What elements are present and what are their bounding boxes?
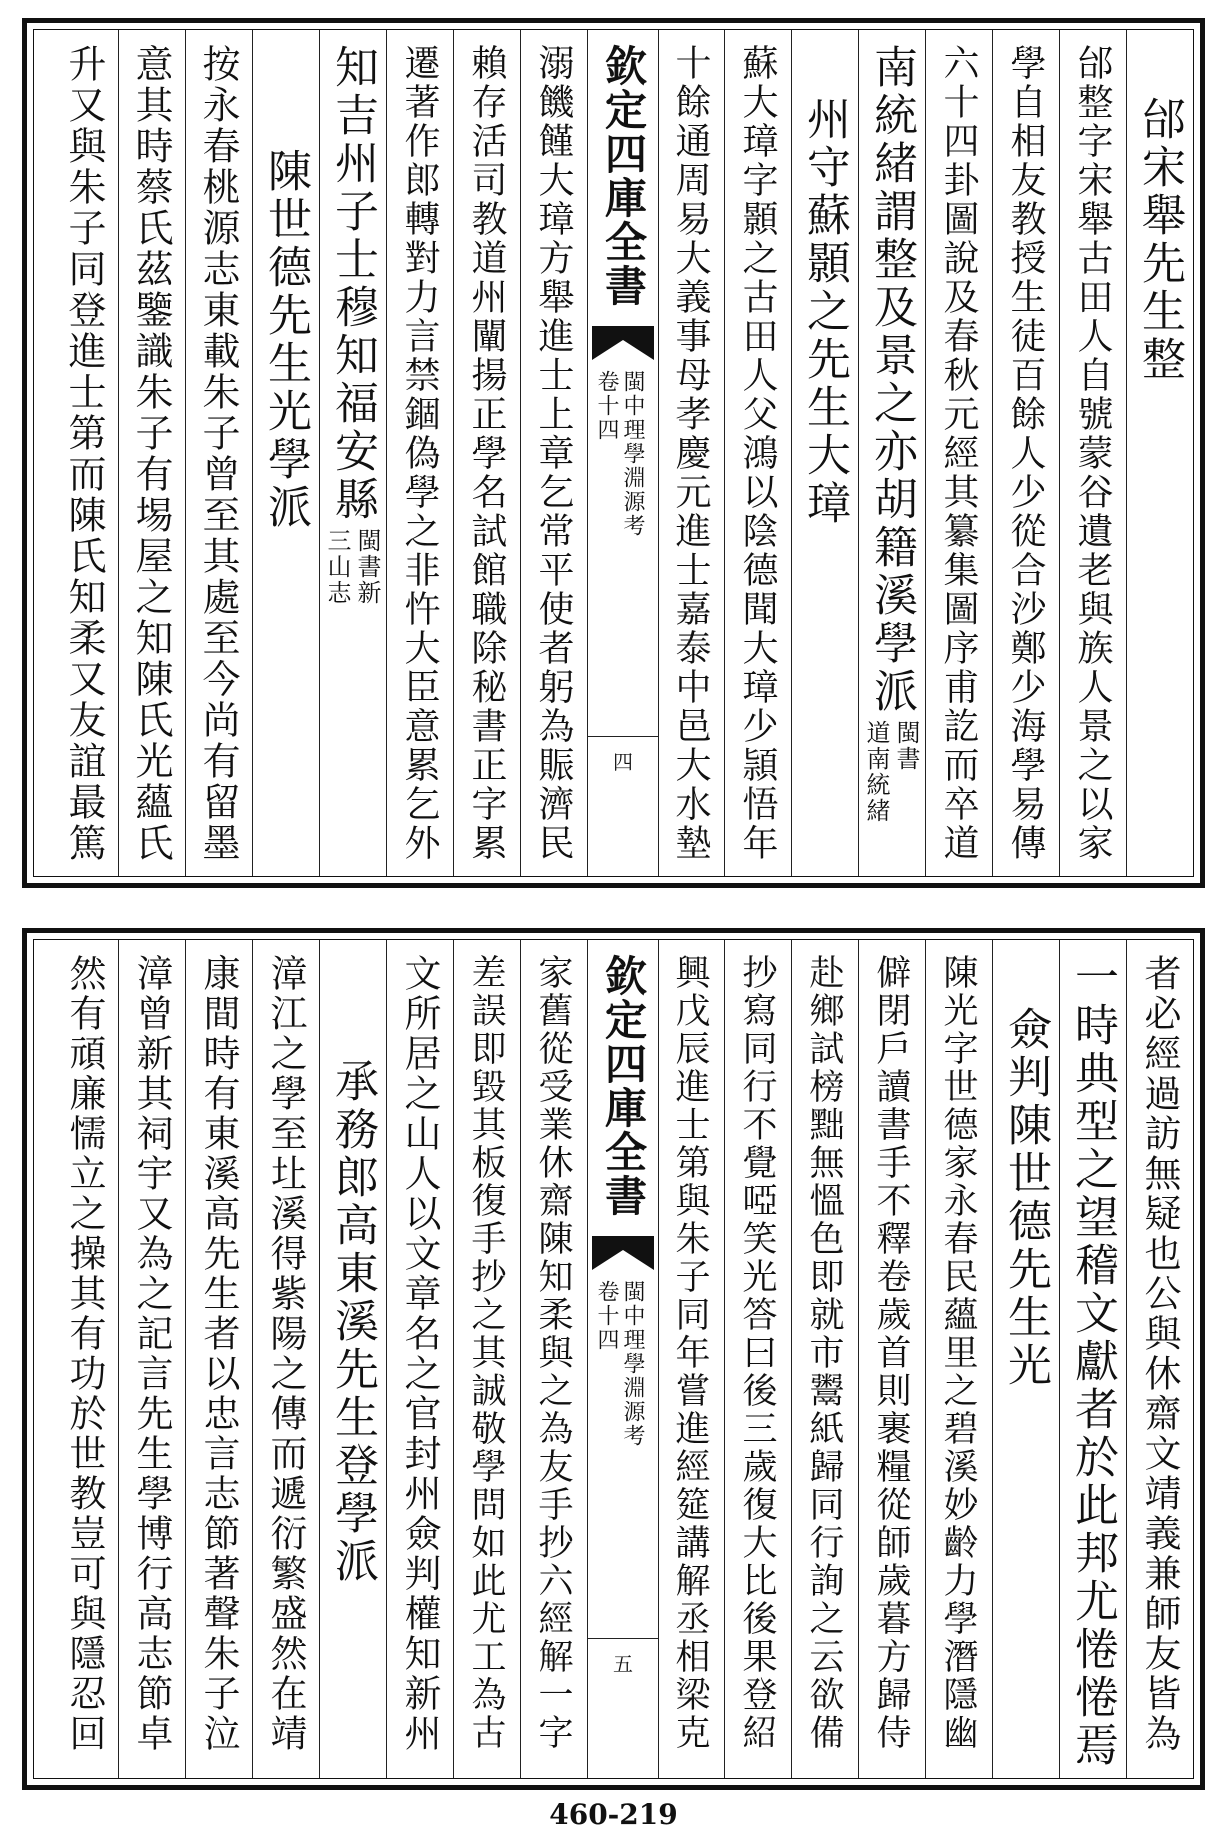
text-column <box>118 30 185 876</box>
center-page-number: 四 <box>613 750 633 774</box>
column-text: 遷著作郎轉對力言禁錮偽學之非忤大臣意累乞外 <box>399 44 440 863</box>
text-column <box>791 30 858 876</box>
center-rule <box>588 736 658 737</box>
center-title: 欽定四庫全書 <box>599 44 648 308</box>
text-column <box>118 940 185 1778</box>
fishtail-mark <box>592 1236 654 1270</box>
text-column <box>319 940 386 1778</box>
text-column <box>791 940 858 1778</box>
center-fold <box>587 30 659 876</box>
column-text: 抄寫同行不覺啞笑光答曰後三歲復大比後果登紹 <box>737 954 777 1752</box>
annotation-note: 道南統緒 <box>862 720 890 824</box>
center-page-number: 五 <box>613 1652 633 1676</box>
column-text: 僉判陳世德先生光 <box>1000 1006 1051 1390</box>
text-column <box>657 30 724 876</box>
text-column <box>925 940 992 1778</box>
center-volume: 卷十四 <box>594 370 619 442</box>
text-column <box>252 940 319 1778</box>
column-text: 然有頑廉懦立之操其有功於世教豈可與隱忍回 <box>63 954 106 1754</box>
column-text: 溺饑饉大璋方舉進士上章乞常平使者躬為賑濟民 <box>533 44 574 863</box>
text-column <box>520 30 587 876</box>
column-text: 承務郎高東溪先生登學派 <box>327 1058 378 1586</box>
column-text: 意其時蔡氏茲鑒識朱子有埸屋之知陳氏光蘊氏 <box>129 44 173 864</box>
column-text: 興戊辰進士第與朱子同年嘗進經筵講解丞相梁克 <box>670 954 710 1752</box>
column-text: 文所居之山人以文章名之官封州僉判權知新州 <box>398 954 441 1754</box>
column-text: 按永春桃源志東載朱子曾至其處至今尚有留墨 <box>196 44 240 864</box>
annotation-note: 閩書 <box>892 720 920 772</box>
column-text: 僻閉戶讀書手不釋卷歲首則裹糧從師歲暮方歸侍 <box>871 954 911 1752</box>
center-book-name: 閩中理學淵源考 <box>620 1280 645 1448</box>
text-column <box>925 30 992 876</box>
text-column <box>992 940 1059 1778</box>
column-text: 蘇大璋字顥之古田人父鴻以陰德聞大璋少頴悟年 <box>737 44 778 863</box>
column-text: 邰整字宋舉古田人自號蒙谷遺老與族人景之以家 <box>1072 44 1113 863</box>
column-text: 差誤即毀其板復手抄之其誠敬學問如此尤工為古 <box>466 954 506 1752</box>
column-text: 陳世德先生光學派 <box>260 148 311 532</box>
column-text: 六十四卦圖說及春秋元經其纂集圖序甫訖而卒道 <box>938 44 979 863</box>
text-column <box>386 30 453 876</box>
text-column <box>453 940 520 1778</box>
column-text: 一時典型之望稽文獻者於此邦尤惓惓焉 <box>1067 954 1118 1770</box>
column-text: 升又與朱子同登進士第而陳氏知柔又友誼最篤 <box>62 44 106 864</box>
column-text: 州守蘇顥之先生大璋 <box>799 96 850 528</box>
center-title: 欽定四庫全書 <box>599 954 648 1218</box>
text-column <box>51 940 118 1778</box>
bottom-page-frame <box>33 939 1194 1779</box>
text-column <box>992 30 1059 876</box>
column-text: 邰宋舉先生整 <box>1134 96 1185 384</box>
text-column <box>657 940 724 1778</box>
text-column <box>1059 30 1126 876</box>
text-column <box>520 940 587 1778</box>
column-text: 赴鄉試榜黜無慍色即就市鬻紙歸同行詢之云欲備 <box>804 954 844 1752</box>
column-text: 康間時有東溪高先生者以忠言志節著聲朱子泣 <box>197 954 240 1754</box>
center-volume: 卷十四 <box>594 1280 619 1352</box>
column-text: 賴存活司教道州闡揚正學名試館職除秘書正字累 <box>466 44 507 863</box>
text-column <box>724 30 791 876</box>
top-page-frame <box>33 29 1194 877</box>
fishtail-mark <box>592 326 654 360</box>
text-column <box>858 940 925 1778</box>
text-column <box>319 30 386 876</box>
column-text: 學自相友教授生徒百餘人少從合沙鄭少海學易傳 <box>1005 44 1046 863</box>
text-column <box>1126 940 1193 1778</box>
column-text: 漳江之學至圵溪得紫陽之傳而遞衍繁盛然在靖 <box>264 954 307 1754</box>
text-column <box>724 940 791 1778</box>
annotation-note: 三山志 <box>323 528 351 606</box>
page-number: 460-219 <box>549 1798 678 1831</box>
column-text: 漳曾新其祠宇又為之記言先生學博行高志節卓 <box>130 954 173 1754</box>
column-text: 知吉州子士穆知福安縣 <box>327 44 378 524</box>
center-rule <box>588 1638 658 1639</box>
text-column <box>1059 940 1126 1778</box>
column-text: 陳光字世德家永春民蘊里之碧溪妙齡力學潛隱幽 <box>938 954 978 1752</box>
center-book-name: 閩中理學淵源考 <box>620 370 645 538</box>
column-text: 者必經過訪無疑也公與休齋文靖義兼師友皆為 <box>1138 954 1181 1754</box>
annotation-note: 閩書新 <box>353 528 381 606</box>
center-fold <box>587 940 659 1778</box>
text-column <box>1126 30 1193 876</box>
text-column <box>252 30 319 876</box>
column-text: 家舊從受業休齋陳知柔與之為友手抄六經解一字 <box>533 954 573 1752</box>
text-column <box>185 30 252 876</box>
top-page <box>22 18 1205 888</box>
text-column <box>453 30 520 876</box>
text-column <box>858 30 925 876</box>
text-column <box>386 940 453 1778</box>
text-column <box>51 30 118 876</box>
text-column <box>185 940 252 1778</box>
bottom-page <box>22 928 1205 1790</box>
column-text: 南統緒謂整及景之亦胡籍溪學派 <box>866 44 917 716</box>
column-text: 十餘通周易大義事母孝慶元進士嘉泰中邑大水墊 <box>670 44 711 863</box>
